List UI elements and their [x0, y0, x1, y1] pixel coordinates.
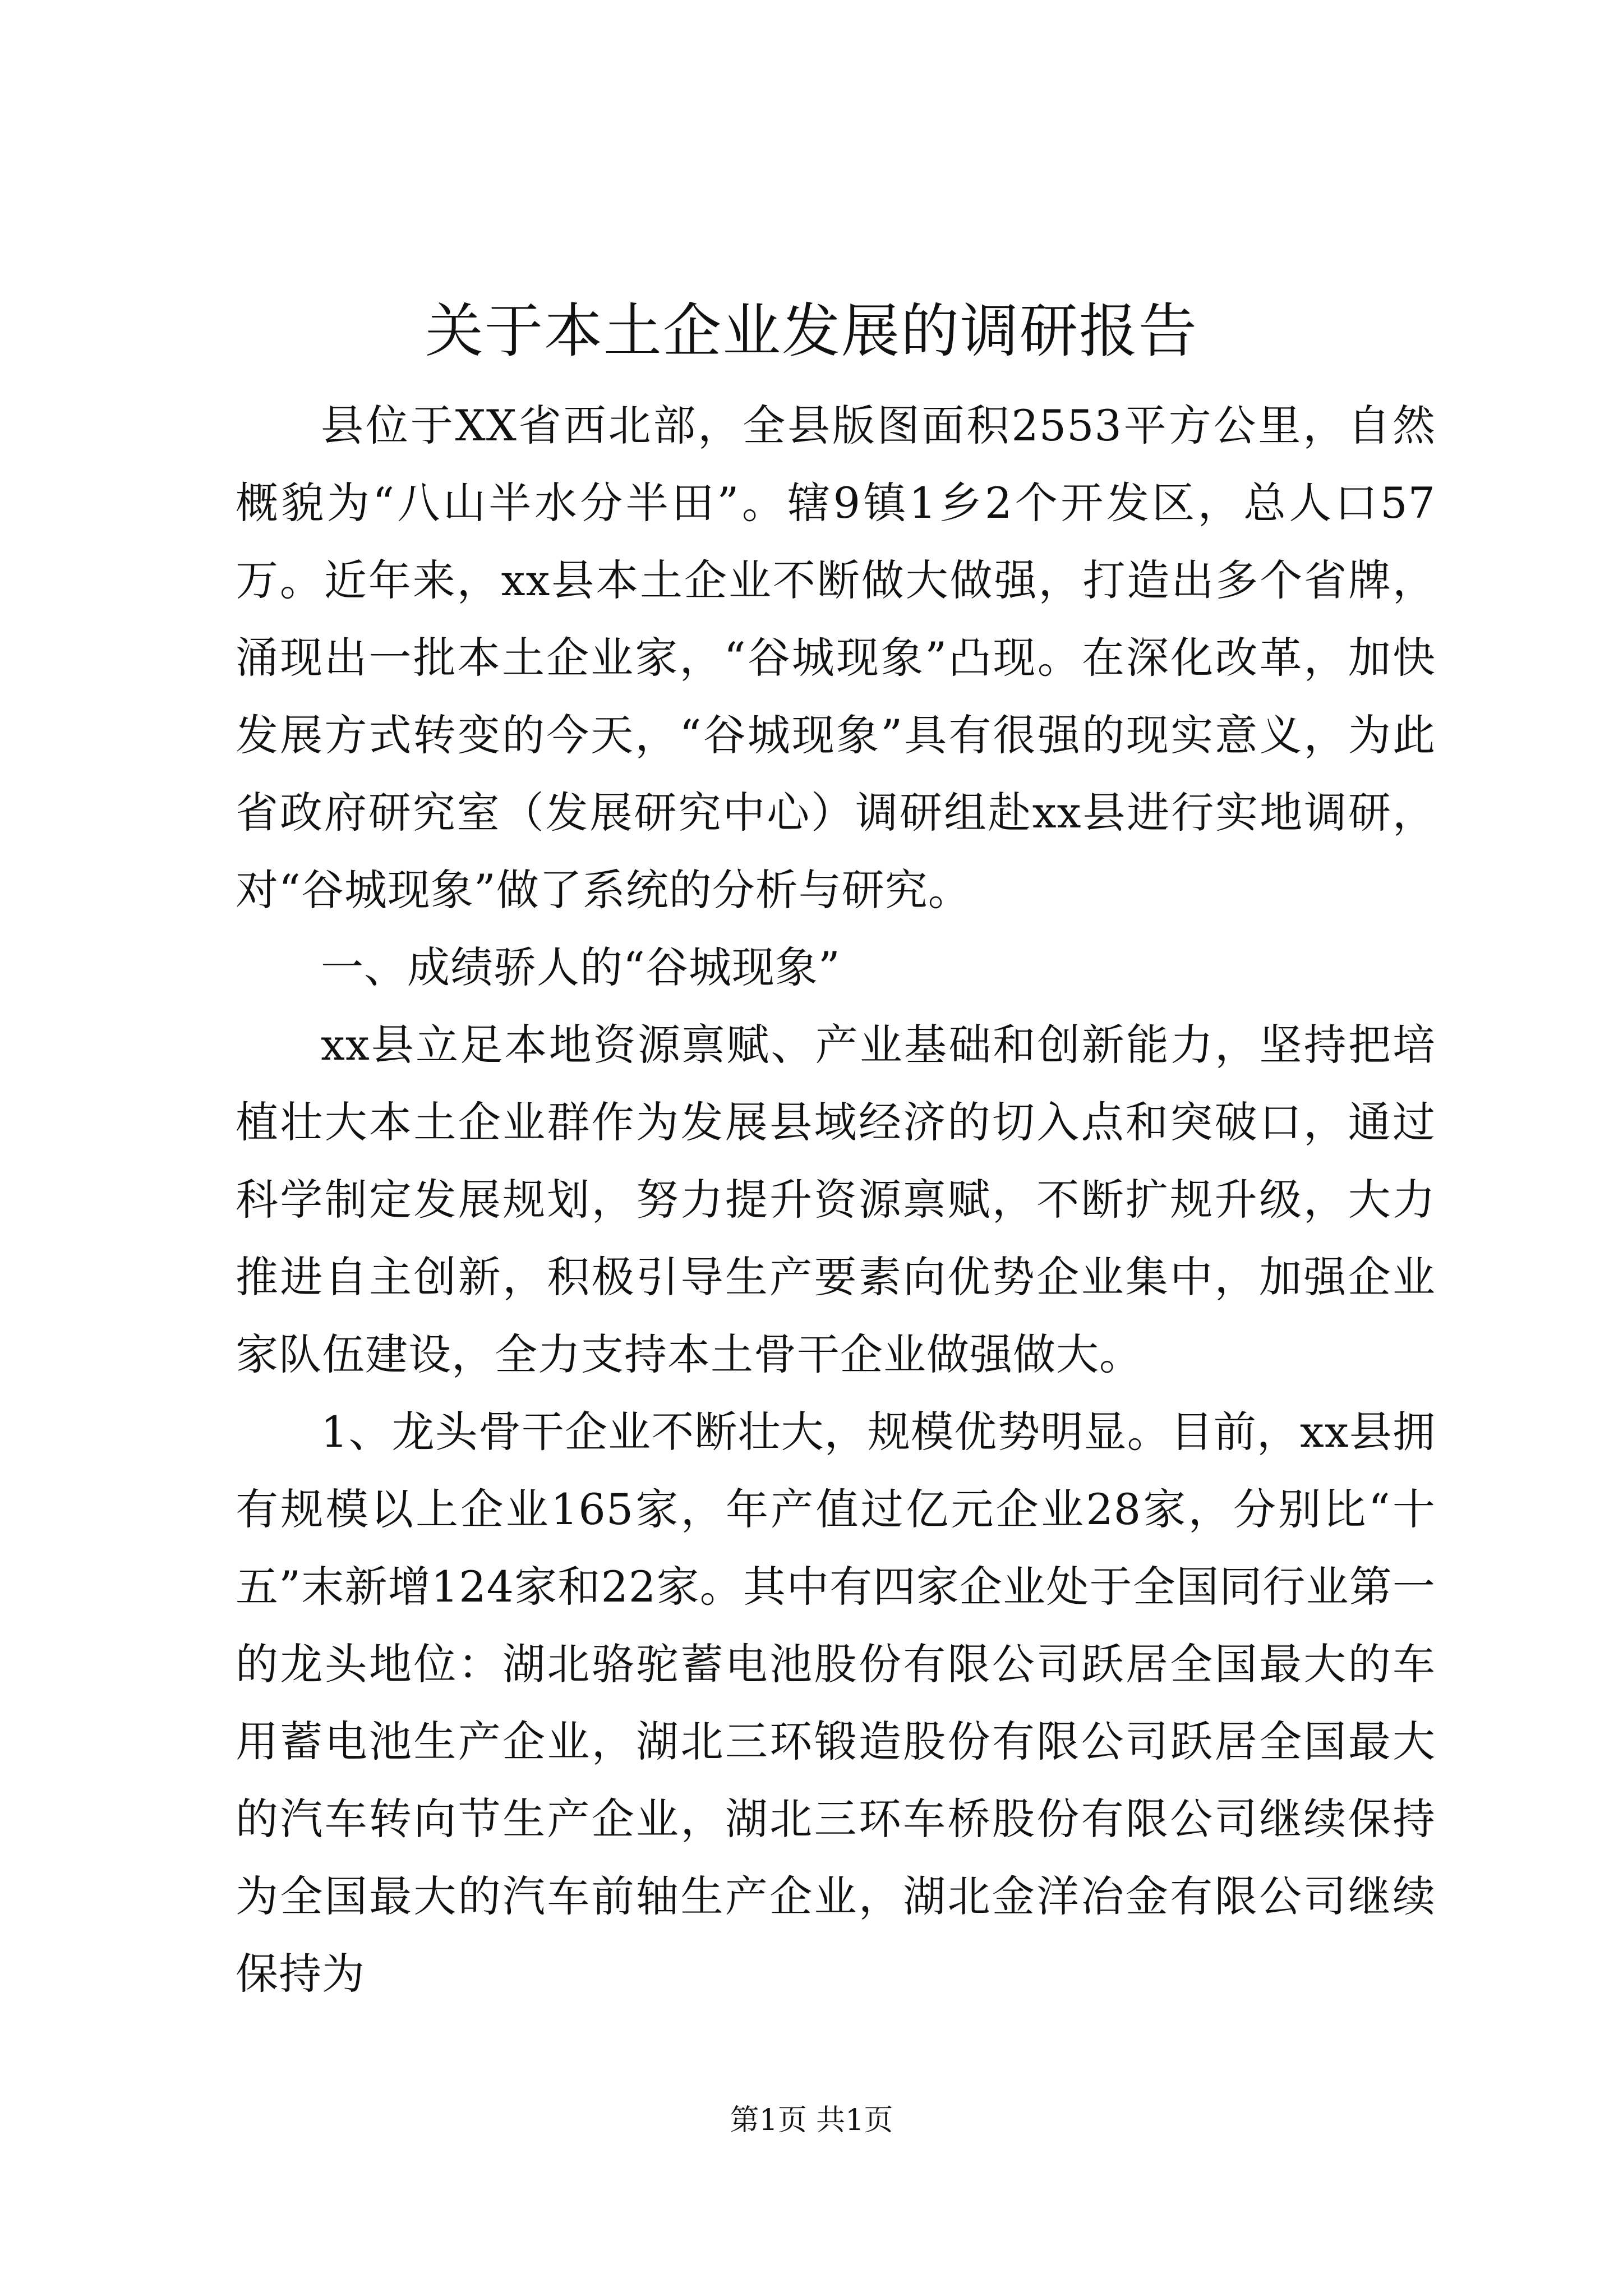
document-body [236, 387, 1436, 2013]
paragraph-intro: 县位于XX省西北部，全县版图面积2553平方公里，自然概貌为“八山半水分半田”。辖9镇1乡2个开发区，总人口57万。近年来，xx县本土企业不断做大做强，打造出多个省牌，涌现出一批本土企业家，“谷城现象”凸现。在深化改革，加快发展方式转变的今天，“谷城现象”具有很强的现实意义，为此省政府研究室（发展研究中心）调研组赴xx县进行实地调研，对“谷城现象”做了系统的分析与研究。 [236, 401, 1436, 915]
document-title: 关于本土企业发展的调研报告 [425, 297, 1198, 365]
section-heading: 一、成绩骄人的“谷城现象” [321, 942, 841, 992]
page-footer: 第1页 共1页 [730, 2104, 893, 2137]
paragraph-section-summary: xx县立足本地资源禀赋、产业基础和创新能力，坚持把培植壮大本土企业群作为发展县域经济的切入点和突破口，通过科学制定发展规划，努力提升资源禀赋，不断扩规升级，大力推进自主创新，积极引导生产要素向优势企业集中，加强企业家队伍建设，全力支持本土骨干企业做强做大。 [236, 1020, 1436, 1379]
paragraph-point-1: 1、龙头骨干企业不断壮大，规模优势明显。目前，xx县拥有规模以上企业165家，年产值过亿元企业28家，分别比“十五”末新增124家和22家。其中有四家企业处于全国同行业第一的龙头地位：湖北骆驼蓄电池股份有限公司跃居全国最大的车用蓄电池生产企业，湖北三环锻造股份有限公司跃居全国最大的汽车转向节生产企业，湖北三环车桥股份有限公司继续保持为全国最大的汽车前轴生产企业，湖北金洋冶金有限公司继续保持为 [236, 1407, 1436, 1999]
